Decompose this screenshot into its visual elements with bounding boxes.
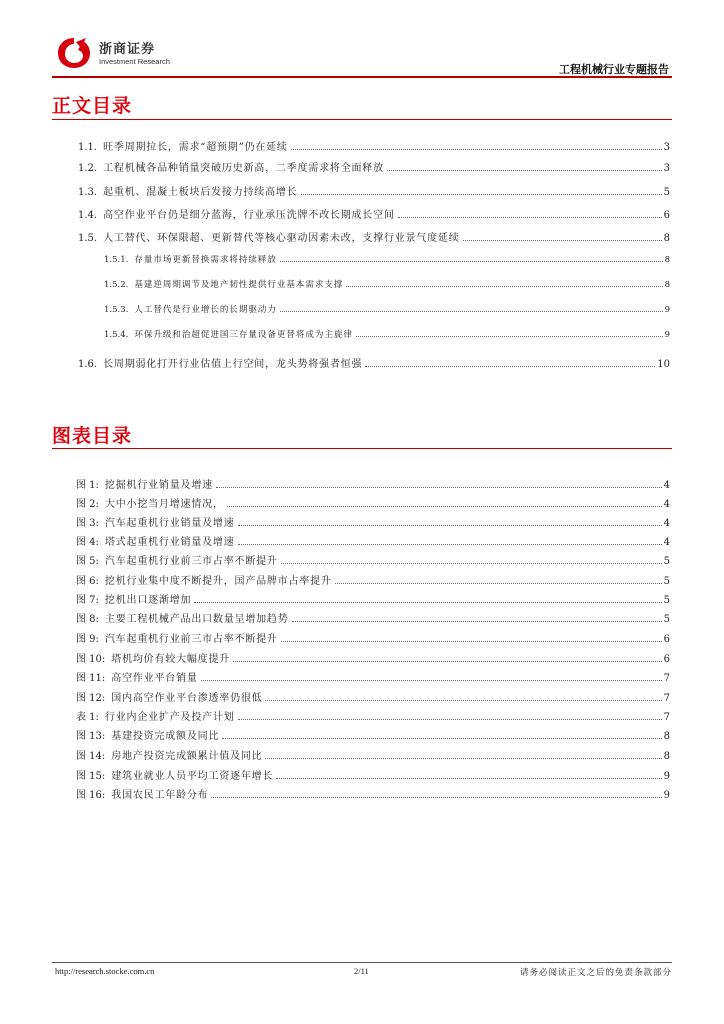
- figure-entry[interactable]: 图 8: 主要工程机械产品出口数量呈增加趋势 5: [76, 614, 670, 625]
- footer-divider: [52, 962, 672, 963]
- figure-entry[interactable]: 图 15: 建筑业就业人员平均工资逐年增长 9: [76, 771, 670, 782]
- figure-entry[interactable]: 图 13: 基建投资完成额及同比 8: [76, 731, 670, 742]
- header-divider: [52, 76, 672, 78]
- zheshang-logo-icon: [56, 36, 92, 70]
- toc-item[interactable]: 1.2. 工程机械各品种销量突破历史新高，二季度需求将全面释放 3: [78, 163, 670, 174]
- figure-entry[interactable]: 图 6: 挖机行业集中度不断提升，国产品牌市占率提升 5: [76, 576, 670, 587]
- figure-entry[interactable]: 图 7: 挖机出口逐渐增加 5: [76, 595, 670, 606]
- figure-entry[interactable]: 图 1: 挖掘机行业销量及增速 4: [76, 480, 670, 491]
- contents-divider: [52, 119, 672, 120]
- figure-entry[interactable]: 图 9: 汽车起重机行业前三市占率不断提升 6: [76, 634, 670, 645]
- toc-item[interactable]: 1.1. 旺季周期拉长，需求“超预期”仍在延续 3: [78, 142, 670, 153]
- report-type-title: 工程机械行业专题报告: [559, 63, 669, 76]
- figure-entry[interactable]: 图 10: 塔机均价有较大幅度提升 6: [76, 654, 670, 665]
- figure-entry[interactable]: 图 12: 国内高空作业平台渗透率仍很低 7: [76, 693, 670, 704]
- toc-subitem[interactable]: 1.5.3. 人工替代是行业增长的长期驱动力 9: [104, 305, 670, 315]
- toc-item[interactable]: 1.6. 长周期弱化打开行业估值上行空间，龙头势将强者恒强 10: [78, 359, 670, 370]
- footer-url-link[interactable]: http://research.stocke.com.cn: [55, 966, 155, 976]
- page-header: [0, 0, 724, 80]
- toc-item[interactable]: 1.3. 起重机、混凝土板块后发接力持续高增长 5: [78, 187, 670, 198]
- toc-subitem[interactable]: 1.5.4. 环保升级和治超促进国三存量设备更替将成为主旋律 9: [104, 330, 670, 340]
- figure-entry[interactable]: 图 14: 房地产投资完成额累计值及同比 8: [76, 751, 670, 762]
- toc-item[interactable]: 1.4. 高空作业平台仍是细分蓝海，行业承压洗牌不改长期成长空间 6: [78, 210, 670, 221]
- figure-entry[interactable]: 图 3: 汽车起重机行业销量及增速 4: [76, 518, 670, 529]
- figures-divider: [52, 448, 672, 449]
- toc-subitem[interactable]: 1.5.1. 存量市场更新替换需求将持续释放 8: [104, 255, 670, 265]
- figure-entry[interactable]: 图 11: 高空作业平台销量 7: [76, 673, 670, 684]
- figure-entry[interactable]: 图 2: 大中小挖当月增速情况， 4: [76, 499, 670, 510]
- table-entry[interactable]: 表 1: 行业内企业扩产及投产计划 7: [76, 712, 670, 723]
- footer-disclaimer: 请务必阅读正文之后的免责条款部分: [519, 968, 672, 978]
- figure-entry[interactable]: 图 16: 我国农民工年龄分布 9: [76, 790, 670, 801]
- contents-heading: 正文目录: [52, 95, 133, 117]
- brand-name-cn: 浙商证券: [99, 42, 156, 57]
- figure-entry[interactable]: 图 5: 汽车起重机行业前三市占率不断提升 5: [76, 556, 670, 567]
- figures-heading: 图表目录: [52, 425, 133, 447]
- figure-entry[interactable]: 图 4: 塔式起重机行业销量及增速 4: [76, 537, 670, 548]
- footer-page-number: 2/11: [354, 966, 369, 976]
- brand-name-en: Investment Research: [99, 57, 170, 66]
- toc-subitem[interactable]: 1.5.2. 基建逆周期调节及地产韧性提供行业基本需求支撑 8: [104, 280, 670, 290]
- toc-item[interactable]: 1.5. 人工替代、环保限超、更新替代等核心驱动因素未改，支撑行业景气度延续 8: [78, 233, 670, 244]
